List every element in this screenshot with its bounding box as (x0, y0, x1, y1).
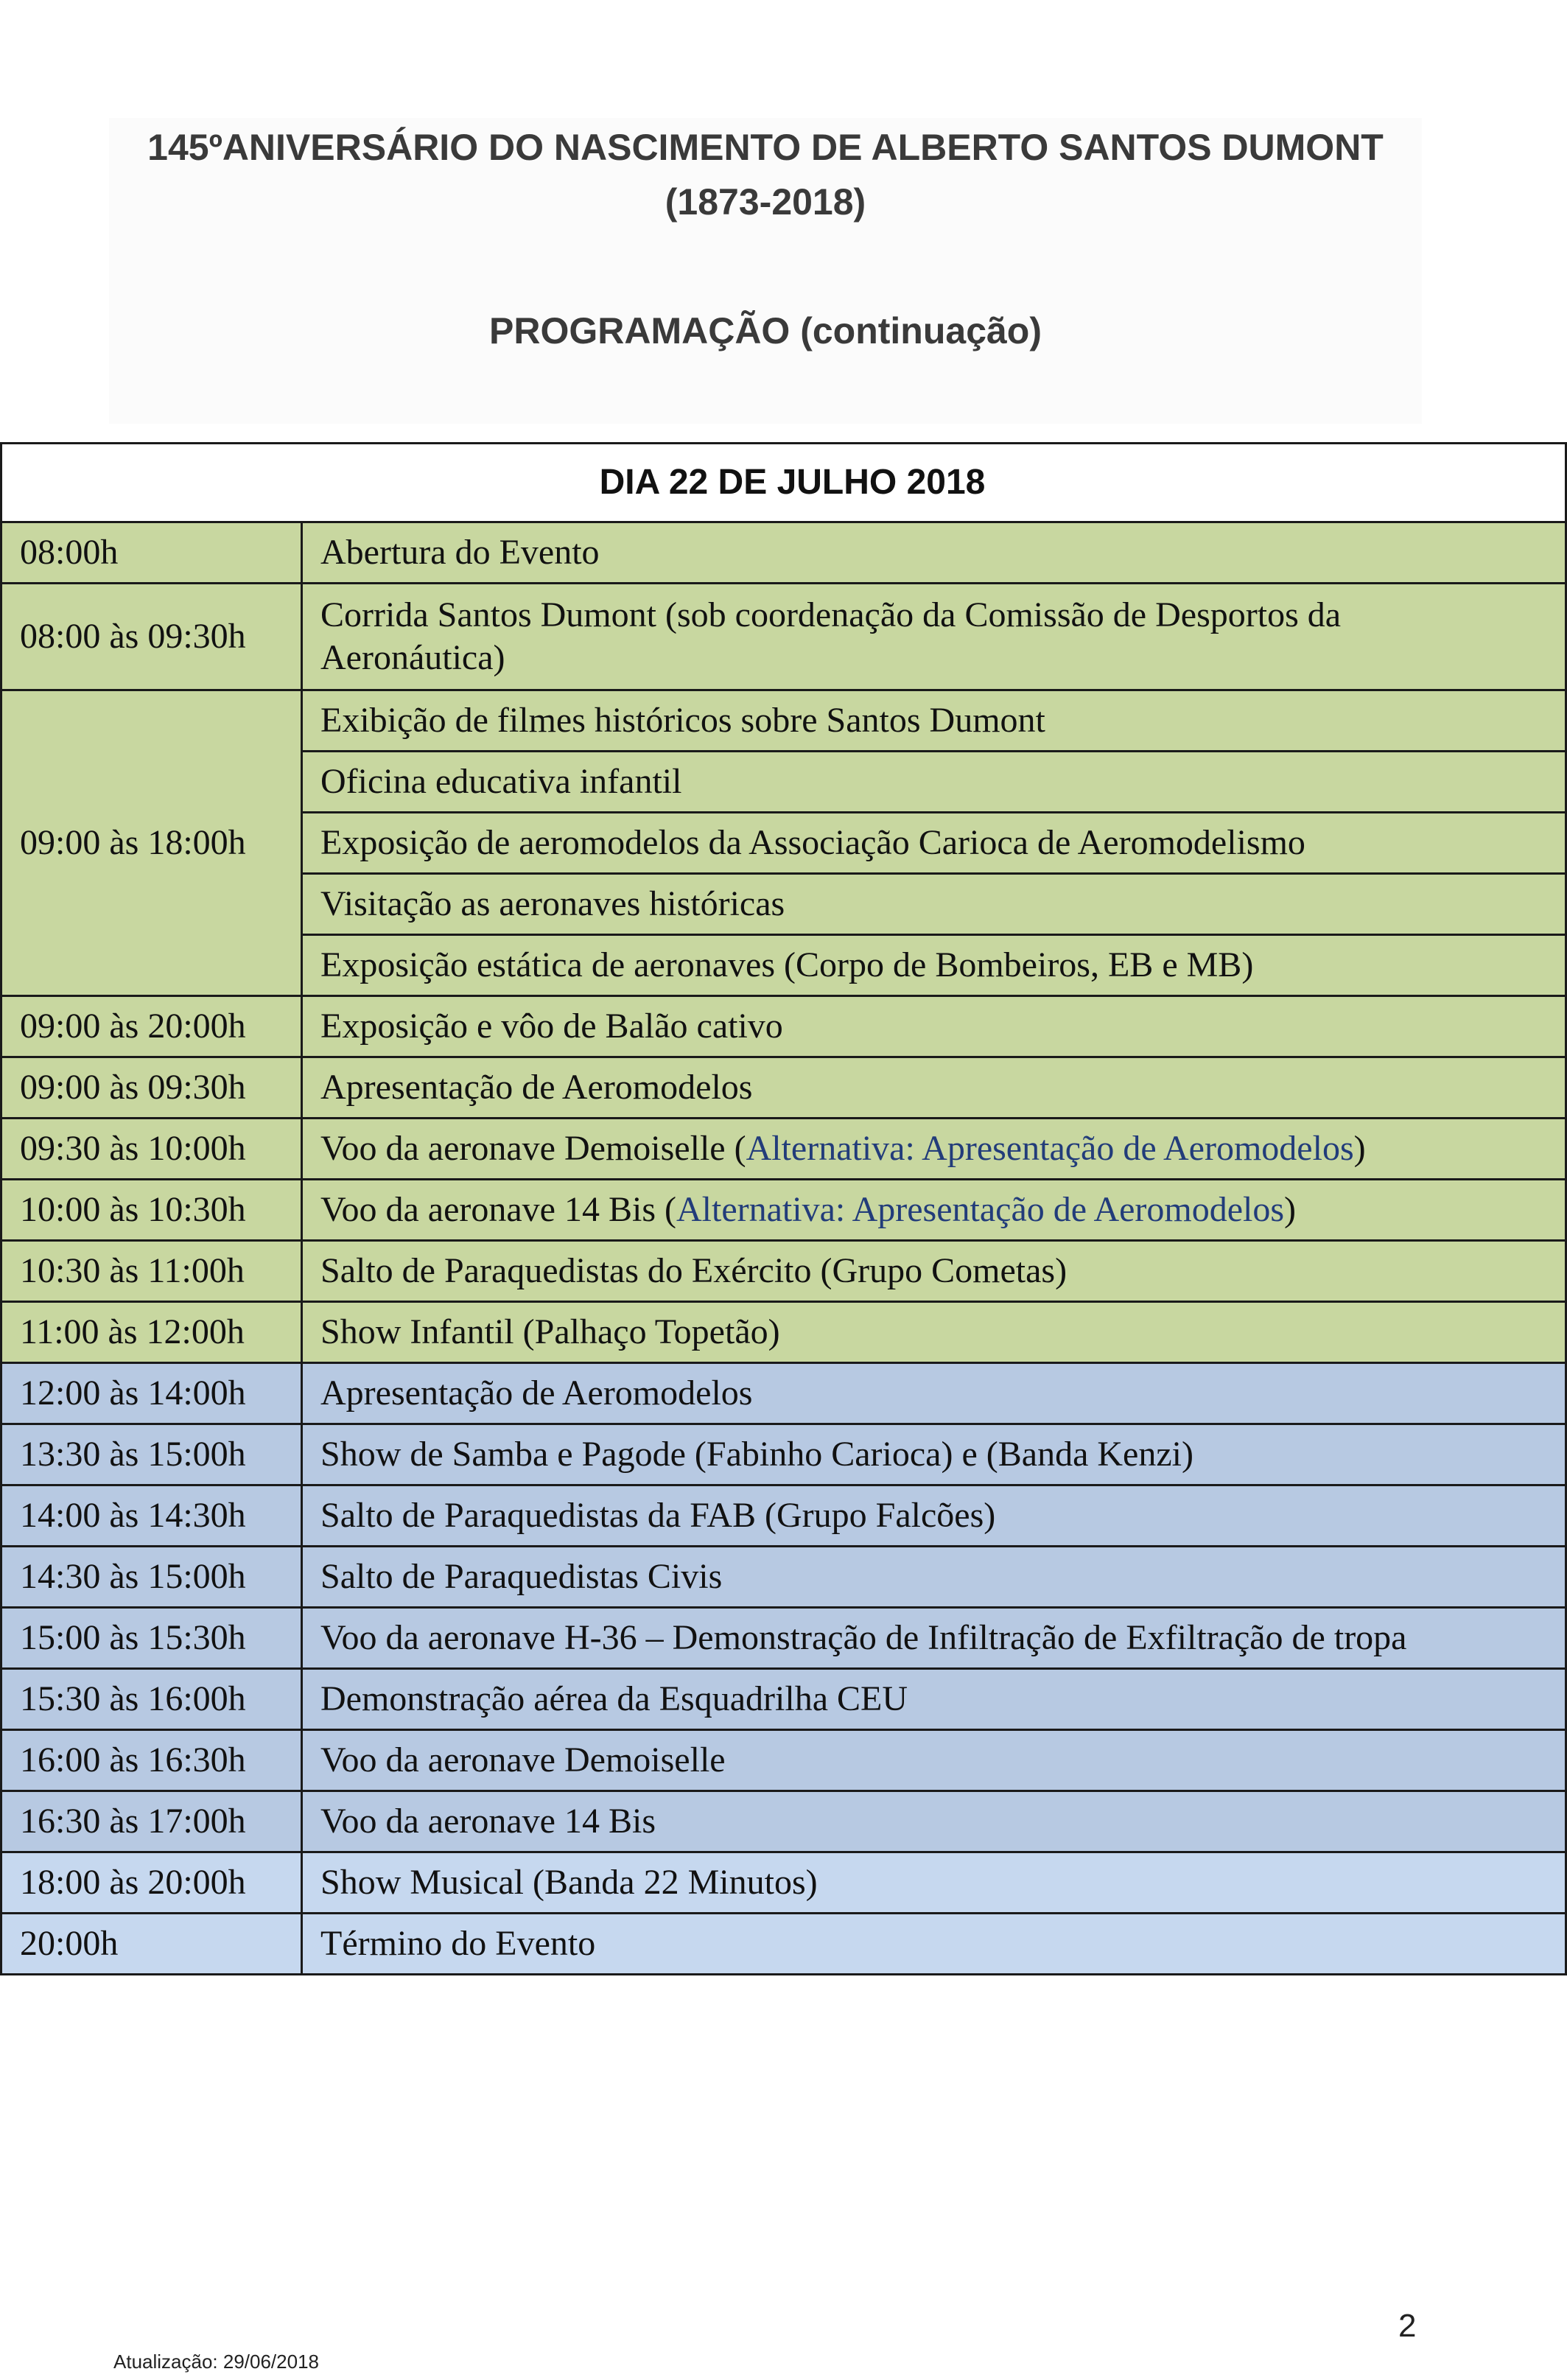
table-row (1, 1363, 1566, 1424)
table-row (1, 1852, 1566, 1914)
time-cell: 14:30 às 15:00h (1, 1547, 302, 1608)
activity-cell: Voo da aeronave 14 Bis (Alternativa: Apresentação de Aeromodelos) (302, 1180, 1566, 1241)
document-subtitle: PROGRAMAÇÃO (continuação) (489, 310, 1042, 351)
table-row (1, 996, 1566, 1057)
day-header-row (1, 444, 1566, 522)
activity-cell: Apresentação de Aeromodelos (302, 1057, 1566, 1119)
activity-cell: Voo da aeronave H-36 – Demonstração de Infiltração de Exfiltração de tropa (302, 1608, 1566, 1669)
page-number: 2 (1398, 2308, 1417, 2344)
time-cell: 16:30 às 17:00h (1, 1791, 302, 1852)
activity-cell: Apresentação de Aeromodelos (302, 1363, 1566, 1424)
table-row (1, 1180, 1566, 1241)
activity-cell: Show Musical (Banda 22 Minutos) (302, 1852, 1566, 1914)
activity-cell: Voo da aeronave 14 Bis (302, 1791, 1566, 1852)
activity-cell: Oficina educativa infantil (302, 752, 1566, 813)
table-row (1, 522, 1566, 584)
table-row (1, 1424, 1566, 1485)
activity-cell: Voo da aeronave Demoiselle (302, 1730, 1566, 1791)
alternative-text: Alternativa: Apresentação de Aeromodelos (746, 1129, 1354, 1168)
time-cell: 12:00 às 14:00h (1, 1363, 302, 1424)
time-cell: 15:30 às 16:00h (1, 1669, 302, 1730)
table-row (1, 1669, 1566, 1730)
activity-text: Voo da aeronave 14 Bis (320, 1190, 656, 1229)
table-row (1, 690, 1566, 752)
time-cell: 08:00 às 09:30h (1, 584, 302, 690)
time-cell: 09:00 às 09:30h (1, 1057, 302, 1119)
activity-text: Voo da aeronave Demoiselle (320, 1129, 726, 1168)
table-row (1, 1241, 1566, 1302)
activity-cell: Término do Evento (302, 1914, 1566, 1975)
time-cell: 09:00 às 20:00h (1, 996, 302, 1057)
activity-cell: Salto de Paraquedistas da FAB (Grupo Falcões) (302, 1485, 1566, 1547)
activity-cell: Exposição e vôo de Balão cativo (302, 996, 1566, 1057)
activity-cell: Salto de Paraquedistas Civis (302, 1547, 1566, 1608)
time-cell: 11:00 às 12:00h (1, 1302, 302, 1363)
table-row (1, 1302, 1566, 1363)
table-row (1, 1485, 1566, 1547)
time-cell: 13:30 às 15:00h (1, 1424, 302, 1485)
document-title: 145ºANIVERSÁRIO DO NASCIMENTO DE ALBERTO SANTOS DUMONT (1873-2018) (147, 127, 1384, 223)
activity-cell: Salto de Paraquedistas do Exército (Grupo Cometas) (302, 1241, 1566, 1302)
activity-cell: Show Infantil (Palhaço Topetão) (302, 1302, 1566, 1363)
time-cell: 08:00h (1, 522, 302, 584)
table-row (1, 1914, 1566, 1975)
activity-cell: Exibição de filmes históricos sobre Santos Dumont (302, 690, 1566, 752)
time-cell: 15:00 às 15:30h (1, 1608, 302, 1669)
table-row (1, 1547, 1566, 1608)
table-row (1, 584, 1566, 690)
time-cell: 16:00 às 16:30h (1, 1730, 302, 1791)
time-cell: 09:30 às 10:00h (1, 1119, 302, 1180)
time-cell: 10:00 às 10:30h (1, 1180, 302, 1241)
activity-cell: Show de Samba e Pagode (Fabinho Carioca) e (Banda Kenzi) (302, 1424, 1566, 1485)
schedule-table (0, 442, 1567, 1975)
time-cell: 14:00 às 14:30h (1, 1485, 302, 1547)
update-date: Atualização: 29/06/2018 (113, 2351, 319, 2373)
table-row (1, 1057, 1566, 1119)
table-row (1, 1730, 1566, 1791)
table-row (1, 1791, 1566, 1852)
time-cell: 09:00 às 18:00h (1, 690, 302, 996)
activity-cell: Exposição de aeromodelos da Associação Carioca de Aeromodelismo (302, 813, 1566, 874)
time-cell: 10:30 às 11:00h (1, 1241, 302, 1302)
activity-cell: Demonstração aérea da Esquadrilha CEU (302, 1669, 1566, 1730)
time-cell: 18:00 às 20:00h (1, 1852, 302, 1914)
activity-cell: Visitação as aeronaves históricas (302, 874, 1566, 935)
table-row (1, 1119, 1566, 1180)
activity-cell: Voo da aeronave Demoiselle (Alternativa: Apresentação de Aeromodelos) (302, 1119, 1566, 1180)
table-row (1, 1608, 1566, 1669)
activity-cell: Corrida Santos Dumont (sob coordenação da Comissão de Desportos da Aeronáutica) (302, 584, 1566, 690)
activity-cell: Abertura do Evento (302, 522, 1566, 584)
time-cell: 20:00h (1, 1914, 302, 1975)
alternative-text: Alternativa: Apresentação de Aeromodelos (676, 1190, 1285, 1229)
day-title: DIA 22 DE JULHO 2018 (1, 444, 1566, 522)
activity-cell: Exposição estática de aeronaves (Corpo de Bombeiros, EB e MB) (302, 935, 1566, 996)
